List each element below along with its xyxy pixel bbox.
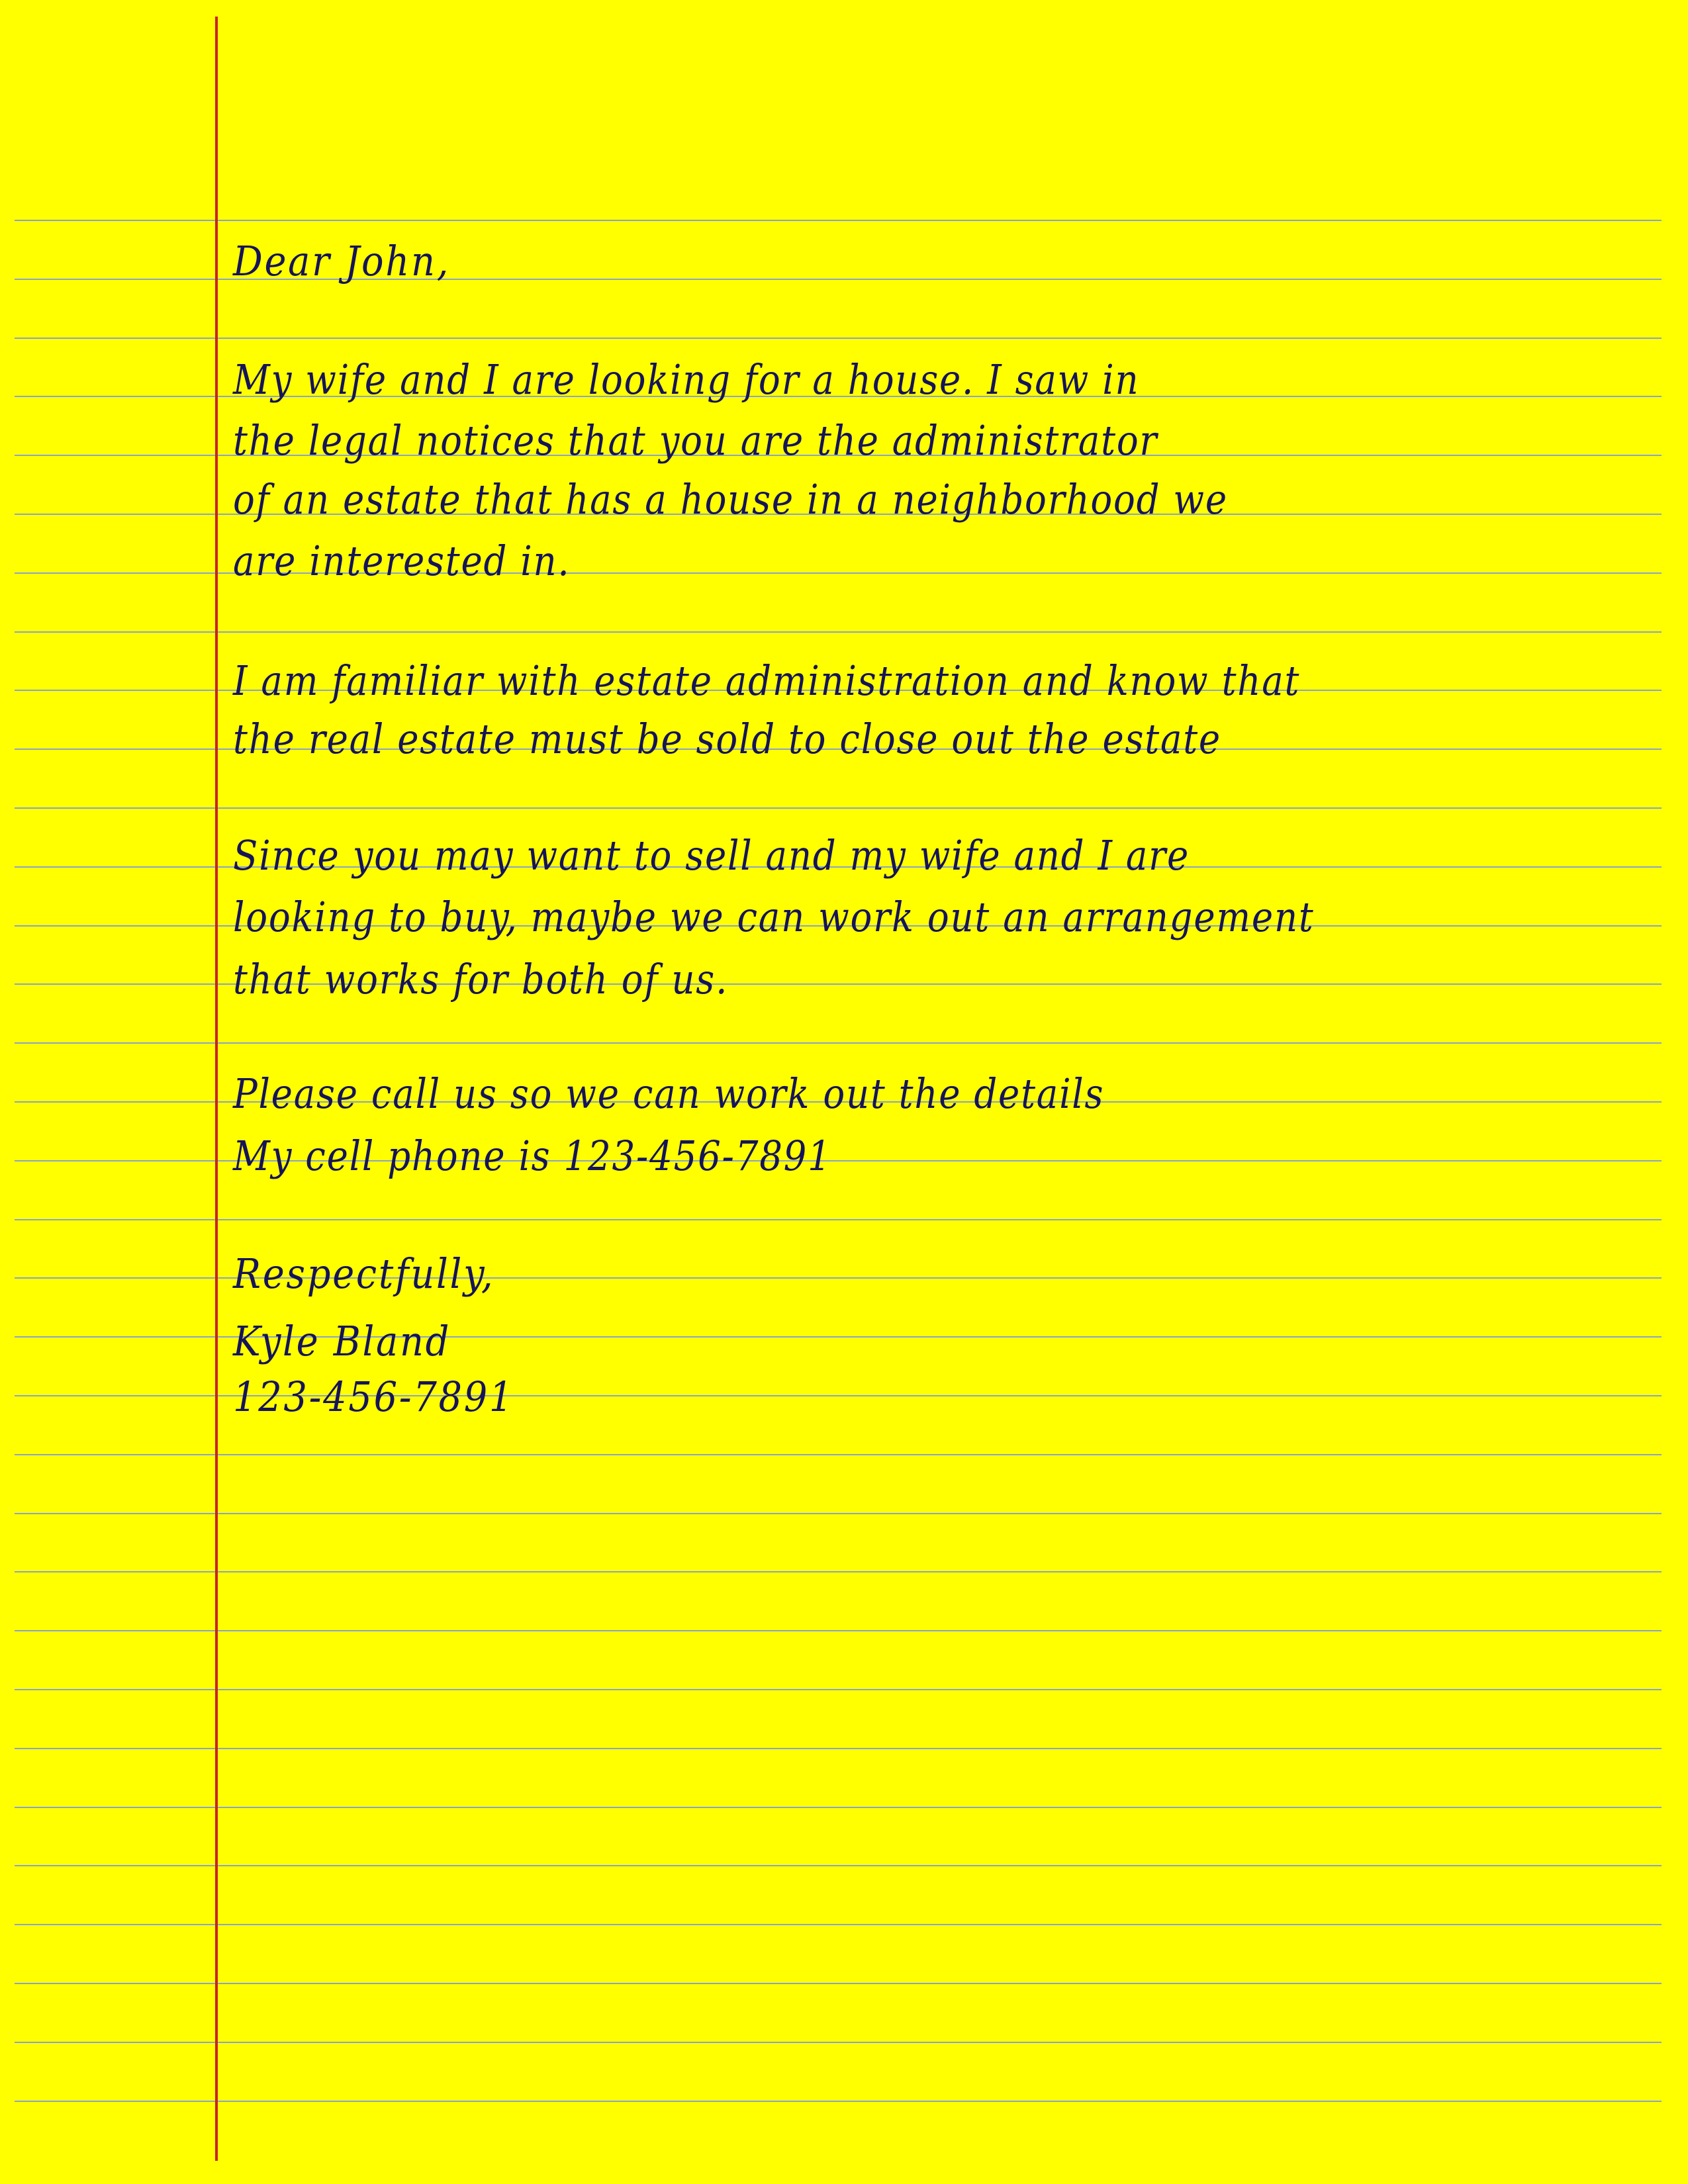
paragraph-1-line-4: are interested in. bbox=[233, 537, 571, 585]
greeting: Dear John, bbox=[233, 237, 451, 285]
paragraph-2-line-1: I am familiar with estate administration and know that bbox=[233, 657, 1301, 705]
paragraph-4-line-2: My cell phone is 123-456-7891 bbox=[233, 1132, 832, 1180]
paragraph-3-line-2: looking to buy, maybe we can work out an arrangement bbox=[233, 893, 1315, 941]
paragraph-3-line-1: Since you may want to sell and my wife and I are bbox=[233, 831, 1190, 880]
signature-phone: 123-456-7891 bbox=[233, 1373, 515, 1421]
paragraph-4-line-1: Please call us so we can work out the details bbox=[233, 1069, 1105, 1118]
signature-name: Kyle Bland bbox=[233, 1317, 451, 1365]
paragraph-1-line-2: the legal notices that you are the administrator bbox=[233, 416, 1158, 465]
paragraph-3-line-3: that works for both of us. bbox=[233, 955, 729, 1003]
paragraph-1-line-3: of an estate that has a house in a neighborhood we bbox=[233, 475, 1228, 523]
paragraph-2-line-2: the real estate must be sold to close out the estate bbox=[233, 715, 1221, 763]
paragraph-1-line-1: My wife and I are looking for a house. I saw in bbox=[233, 355, 1140, 404]
closing: Respectfully, bbox=[233, 1250, 495, 1298]
